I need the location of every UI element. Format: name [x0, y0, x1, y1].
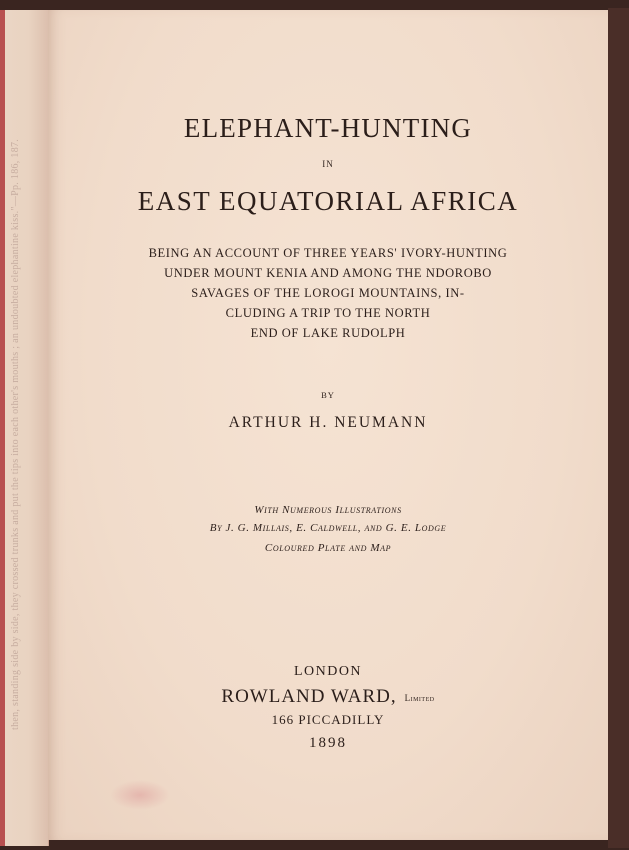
byline-by: BY: [321, 390, 335, 400]
illustrations-line-3: Coloured Plate and Map: [264, 542, 392, 554]
title-line-1: ELEPHANT-HUNTING: [183, 113, 473, 143]
imprint-year: 1898: [309, 735, 347, 751]
subtitle-line-4: CLUDING A TRIP TO THE NORTH: [225, 306, 431, 320]
subtitle-line-5: END OF LAKE RUDOLPH: [250, 326, 406, 340]
imprint-address: 166 PICCADILLY: [271, 712, 385, 727]
facing-page: [0, 10, 49, 846]
illustrations-line-1: With Numerous Illustrations: [254, 504, 402, 516]
imprint-city: LONDON: [293, 664, 363, 679]
binding-edge: [0, 10, 5, 846]
page-stain: [110, 780, 170, 810]
subtitle-line-1: BEING AN ACCOUNT OF THREE YEARS' IVORY-HUNTING: [148, 246, 508, 260]
imprint-publisher: [48, 686, 608, 708]
publisher-limited: Limited: [404, 692, 435, 703]
title-line-2: EAST EQUATORIAL AFRICA: [137, 186, 519, 216]
illustrations-line-2: By J. G. Millais, E. Caldwell, and G. E. Lodge: [209, 522, 447, 534]
right-page-edge: [608, 8, 629, 848]
publisher-name: ROWLAND WARD,: [221, 686, 397, 707]
title-connector: IN: [322, 159, 334, 169]
facing-page-ghost-caption: then, standing side by side, they crossed trunks and put the tips into each other's mouths ; an undoubted elephantine kiss."—Pp. 186, 187.: [10, 138, 21, 730]
subtitle-line-3: SAVAGES OF THE LOROGI MOUNTAINS, IN-: [191, 286, 465, 300]
subtitle-line-2: UNDER MOUNT KENIA AND AMONG THE NDOROBO: [164, 266, 492, 280]
author-name: ARTHUR H. NEUMANN: [228, 414, 428, 431]
